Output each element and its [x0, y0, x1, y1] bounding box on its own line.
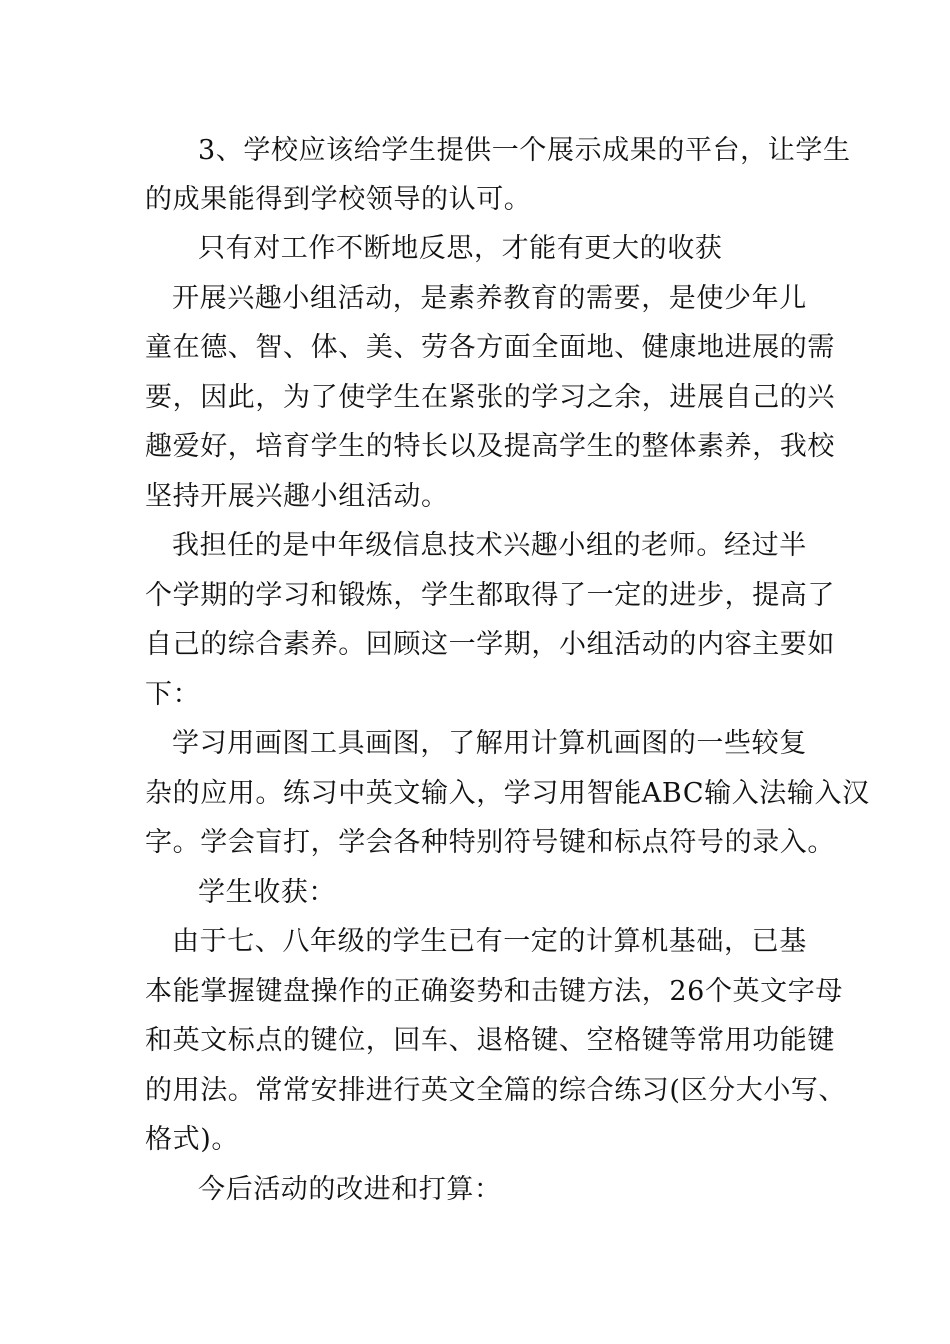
paragraph-line: 3、学校应该给学生提供一个展示成果的平台，让学生 [198, 135, 851, 166]
paragraph-line: 今后活动的改进和打算： [198, 1174, 502, 1205]
paragraph-line: 自己的综合素养。回顾这一学期，小组活动的内容主要如 [145, 629, 835, 660]
paragraph-line: 和英文标点的键位，回车、退格键、空格键等常用功能键 [145, 1025, 835, 1056]
paragraph-line: 要，因此，为了使学生在紧张的学习之余，进展自己的兴 [145, 382, 835, 413]
paragraph-line: 的用法。常常安排进行英文全篇的综合练习(区分大小写、 [145, 1075, 847, 1106]
paragraph-line: 坚持开展兴趣小组活动。 [145, 481, 449, 512]
paragraph-line: 学习用画图工具画图，了解用计算机画图的一些较复 [172, 728, 807, 759]
paragraph-line: 开展兴趣小组活动，是素养教育的需要，是使少年儿 [172, 283, 807, 314]
paragraph-line: 下： [145, 679, 201, 710]
paragraph-line: 字。学会盲打，学会各种特别符号键和标点符号的录入。 [145, 827, 835, 858]
paragraph-line: 由于七、八年级的学生已有一定的计算机基础，已基 [172, 926, 807, 957]
paragraph-line: 我担任的是中年级信息技术兴趣小组的老师。经过半 [172, 530, 807, 561]
paragraph-line: 个学期的学习和锻炼，学生都取得了一定的进步，提高了 [145, 580, 835, 611]
paragraph-line: 趣爱好，培育学生的特长以及提高学生的整体素养，我校 [145, 431, 835, 462]
paragraph-line: 格式)。 [145, 1124, 239, 1155]
paragraph-line: 学生收获： [198, 877, 336, 908]
paragraph-line: 童在德、智、体、美、劳各方面全面地、健康地进展的需 [145, 332, 835, 363]
paragraph-line: 杂的应用。练习中英文输入，学习用智能ABC输入法输入汉 [145, 778, 870, 809]
paragraph-line: 的成果能得到学校领导的认可。 [145, 184, 532, 215]
paragraph-line: 本能掌握键盘操作的正确姿势和击键方法，26个英文字母 [145, 976, 843, 1007]
paragraph-line: 只有对工作不断地反思，才能有更大的收获 [198, 233, 723, 264]
